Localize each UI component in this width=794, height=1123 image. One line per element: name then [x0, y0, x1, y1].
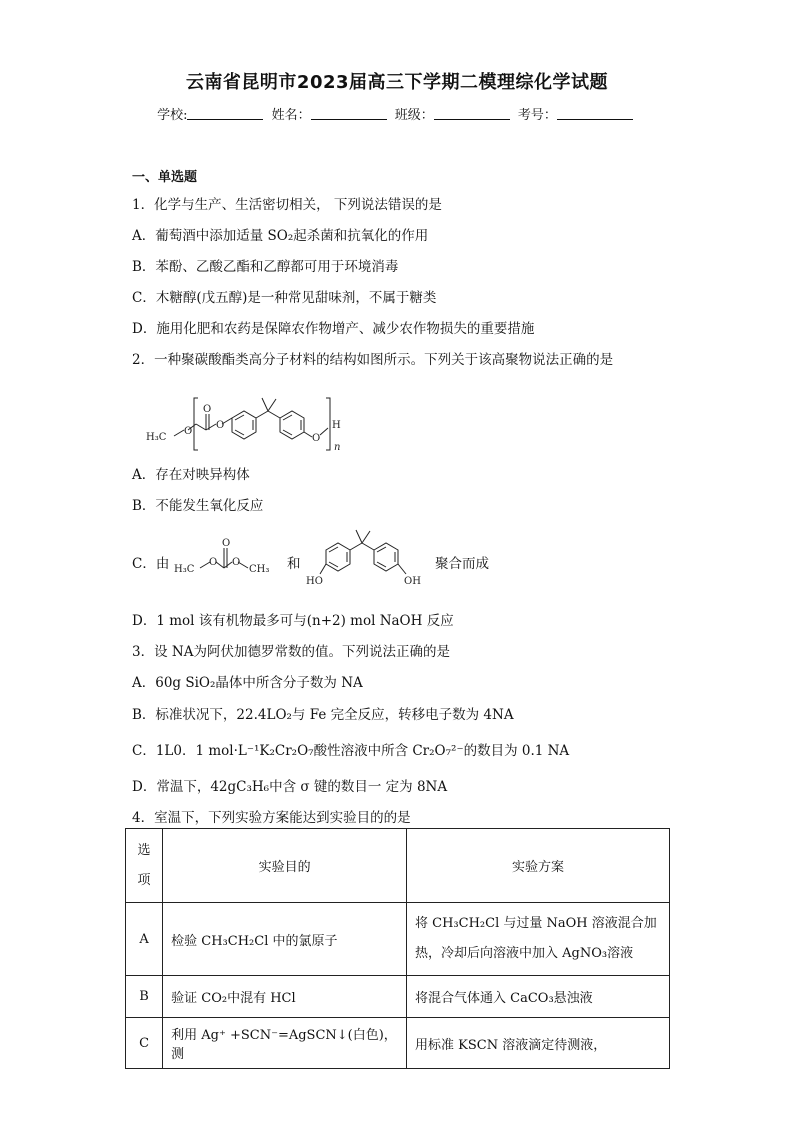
- oh-right-label: OH: [404, 576, 421, 587]
- methyl-left-label: H₃C: [174, 564, 195, 575]
- row-a-option: A: [126, 903, 163, 976]
- q2-option-c-suffix: 聚合而成: [435, 556, 489, 572]
- row-c-purpose: 利用 Ag⁺ +SCN⁻=AgSCN↓(白色)， 测: [163, 1018, 407, 1069]
- table-row: [126, 1018, 670, 1069]
- row-b-option: B: [126, 976, 163, 1018]
- row-a-scheme: 将 CH₃CH₂Cl 与过量 NaOH 溶液混合加热，冷却后向溶液中加入 AgNO₃溶液: [407, 903, 670, 976]
- row-c-scheme: 用标准 KSCN 溶液滴定待测液，: [407, 1018, 670, 1069]
- methyl-right-label: CH₃: [249, 564, 270, 575]
- row-b-scheme: 将混合气体通入 CaCO₃悬浊液: [407, 976, 670, 1018]
- q3-option-b: B．标准状况下，22.4LO₂与 Fe 完全反应，转移电子数为 4NA: [132, 707, 514, 723]
- q3-option-c: C．1L0．1 mol·L⁻¹K₂Cr₂O₇酸性溶液中所含 Cr₂O₇²⁻的数目为 0.1 NA: [132, 743, 570, 759]
- q2-option-d: D．1 mol 该有机物最多可与(n+2) mol NaOH 反应: [132, 613, 454, 629]
- q3-option-d: D．常温下，42gC₃H₆中含 σ 键的数目一 定为 8NA: [132, 779, 448, 795]
- name-blank[interactable]: [311, 107, 387, 120]
- q2-option-a: A．存在对映异构体: [132, 467, 250, 483]
- section-heading: 一、单选题: [132, 170, 198, 185]
- number-blank[interactable]: [557, 107, 633, 120]
- svg-text:O: O: [312, 433, 321, 444]
- svg-text:O: O: [222, 538, 231, 549]
- header-option: 选项: [126, 829, 163, 903]
- table-header-row: [126, 829, 670, 903]
- methyl-label: H₃C: [146, 432, 167, 443]
- row-b-purpose: 验证 CO₂中混有 HCl: [163, 976, 407, 1018]
- bisphenol-a-structure: [306, 524, 434, 588]
- table-row: [126, 976, 670, 1018]
- number-label: 考号：: [517, 108, 557, 123]
- polymer-structure: [140, 378, 390, 456]
- svg-text:O: O: [184, 426, 193, 437]
- q3-option-a: A．60g SiO₂晶体中所含分子数为 NA: [132, 675, 363, 691]
- class-label: 班级：: [394, 108, 434, 123]
- q1-option-c: C．木糖醇(戊五醇)是一种常见甜味剂，不属于糖类: [132, 290, 437, 306]
- student-info: [0, 104, 794, 123]
- name-label: 姓名：: [271, 108, 311, 123]
- svg-text:O: O: [216, 420, 225, 431]
- svg-text:O: O: [209, 557, 218, 568]
- svg-text:O: O: [232, 557, 241, 568]
- q1-option-d: D．施用化肥和农药是保障农作物增产、减少农作物损失的重要措施: [132, 321, 535, 337]
- dimethyl-carbonate-structure: [172, 530, 284, 580]
- n-label: n: [334, 442, 341, 453]
- school-label: 学校:: [157, 108, 188, 123]
- class-blank[interactable]: [434, 107, 510, 120]
- q2-stem: 2．一种聚碳酸酯类高分子材料的结构如图所示。下列关于该高聚物说法正确的是: [132, 352, 614, 368]
- q1-option-b: B．苯酚、乙酸乙酯和乙醇都可用于环境消毒: [132, 259, 399, 275]
- q2-option-c-prefix: C．由: [132, 556, 170, 572]
- oh-left-label: HO: [306, 576, 323, 587]
- q1-stem: 1．化学与生产、生活密切相关， 下列说法错误的是: [132, 197, 442, 213]
- school-blank[interactable]: [187, 107, 263, 120]
- experiment-table: [125, 828, 670, 1069]
- q3-stem: 3．设 NA为阿伏加德罗常数的值。下列说法正确的是: [132, 644, 450, 660]
- h-end-label: H: [332, 420, 341, 431]
- table-row: [126, 903, 670, 976]
- row-a-purpose: 检验 CH₃CH₂Cl 中的氯原子: [163, 903, 407, 976]
- header-purpose: 实验目的: [163, 829, 407, 903]
- q2-option-c-and: 和: [287, 556, 301, 572]
- page-title: 云南省昆明市2023届高三下学期二模理综化学试题: [185, 72, 609, 93]
- q2-option-b: B．不能发生氧化反应: [132, 498, 264, 514]
- svg-text:O: O: [203, 404, 212, 415]
- header-scheme: 实验方案: [407, 829, 670, 903]
- q4-stem: 4．室温下，下列实验方案能达到实验目的的是: [132, 810, 411, 826]
- row-c-option: C: [126, 1018, 163, 1069]
- q1-option-a: A．葡萄酒中添加适量 SO₂起杀菌和抗氧化的作用: [132, 228, 429, 244]
